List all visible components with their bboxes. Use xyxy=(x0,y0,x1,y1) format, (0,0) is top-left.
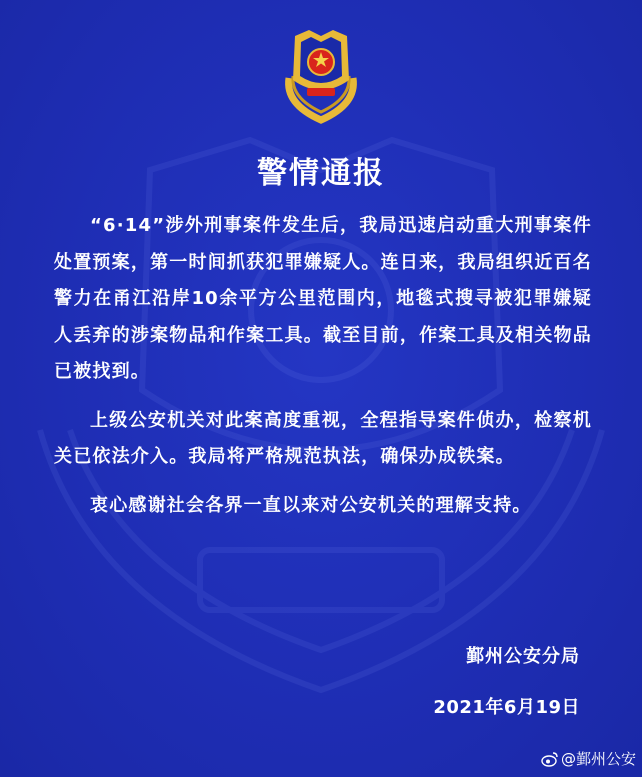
notice-body xyxy=(54,208,592,536)
issuer-signature: 鄞州公安分局 xyxy=(466,646,580,667)
issue-date: 2021年6月19日 xyxy=(433,697,580,718)
notice-paragraph: 衷心感谢社会各界一直以来对公安机关的理解支持。 xyxy=(90,494,532,516)
police-emblem xyxy=(279,26,363,124)
notice-paragraph: 上级公安机关对此案高度重视，全程指导案件侦办，检察机关已依法介入。我局将严格规范执法，确保办成铁案。 xyxy=(54,409,592,467)
notice-paragraph: “6·14”涉外刑事案件发生后，我局迅速启动重大刑事案件处置预案，第一时间抓获犯罪嫌疑人。连日来，我局组织近百名警力在甬江沿岸10余平方公里范围内，地毯式搜寻被犯罪嫌疑人丢弃的涉案物品和作案工具。截至目前，作案工具及相关物品已被找到。 xyxy=(54,215,592,382)
weibo-watermark xyxy=(541,748,636,769)
notice-title: 警情通报 xyxy=(257,156,385,191)
weibo-source: @鄞州公安 xyxy=(560,750,636,768)
weibo-icon xyxy=(541,751,559,767)
